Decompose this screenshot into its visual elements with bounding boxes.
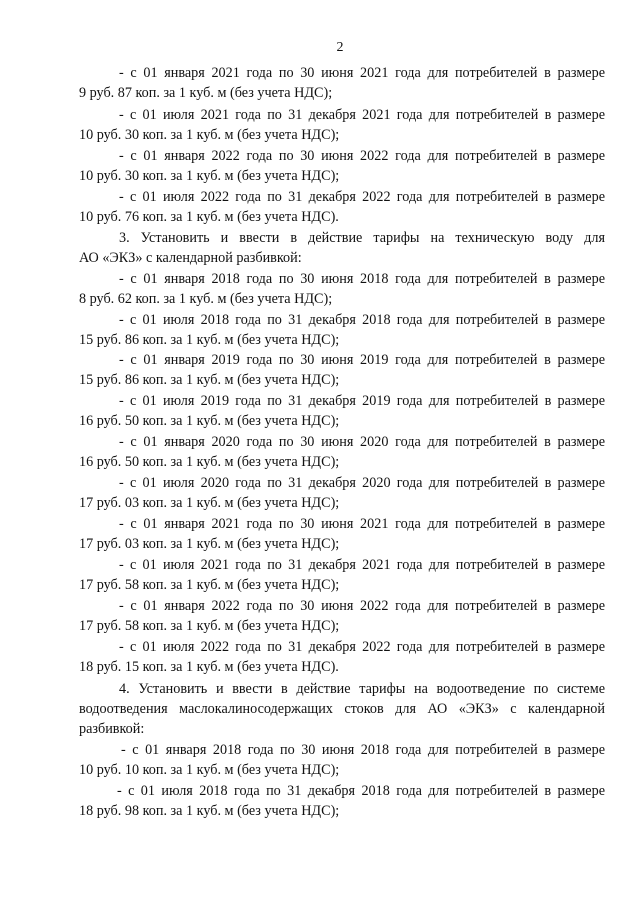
- para-line: 9 руб. 87 коп. за 1 куб. м (без учета НДС);: [79, 85, 333, 101]
- para-line: - с 01 июля 2021 года по 31 декабря 2021 года для потребителей в размере: [119, 557, 605, 573]
- section-3-heading-para: [79, 228, 605, 268]
- para-line: - с 01 января 2022 года по 30 июня 2022 года для потребителей в размере: [119, 148, 605, 164]
- para-line: 15 руб. 86 коп. за 1 куб. м (без учета НДС);: [79, 372, 340, 388]
- page-number: 2: [336, 40, 344, 55]
- para-line: 17 руб. 03 коп. за 1 куб. м (без учета НДС);: [79, 536, 340, 552]
- para-line: 16 руб. 50 коп. за 1 куб. м (без учета НДС);: [79, 413, 340, 429]
- tariff-item-para: [79, 310, 605, 350]
- para-line: - с 01 июля 2018 года по 31 декабря 2018 года для потребителей в размере: [117, 783, 605, 799]
- section-4-heading-para: [79, 679, 605, 739]
- para-line: - с 01 июля 2020 года по 31 декабря 2020 года для потребителей в размере: [119, 475, 605, 491]
- tariff-item-para: [79, 269, 605, 309]
- tariff-item-para: [79, 187, 605, 227]
- para-line: - с 01 июля 2022 года по 31 декабря 2022 года для потребителей в размере: [119, 639, 605, 655]
- tariff-item-para: [79, 391, 605, 431]
- tariff-item-para: [79, 555, 605, 595]
- tariff-item-para: [79, 637, 605, 677]
- para-line: 15 руб. 86 коп. за 1 куб. м (без учета НДС);: [79, 332, 340, 348]
- para-line: 18 руб. 98 коп. за 1 куб. м (без учета НДС);: [79, 803, 340, 819]
- para-line: 10 руб. 10 коп. за 1 куб. м (без учета НДС);: [79, 762, 340, 778]
- para-line: - с 01 января 2021 года по 30 июня 2021 года для потребителей в размере: [119, 65, 605, 81]
- tariff-item-para: [79, 473, 605, 513]
- para-line: 10 руб. 76 коп. за 1 куб. м (без учета НДС).: [79, 209, 339, 225]
- tariff-item-para: [79, 781, 605, 821]
- para-line: - с 01 июля 2019 года по 31 декабря 2019 года для потребителей в размере: [119, 393, 605, 409]
- tariff-item-para: [79, 596, 605, 636]
- tariff-item-para: [79, 740, 605, 780]
- tariff-item-para: [79, 514, 605, 554]
- tariff-item-para: [79, 146, 605, 186]
- tariff-item-para: [79, 105, 605, 145]
- para-line: - с 01 июля 2021 года по 31 декабря 2021 года для потребителей в размере: [119, 107, 605, 123]
- para-line: - с 01 января 2018 года по 30 июня 2018 года для потребителей в размере: [121, 742, 605, 758]
- para-line: 8 руб. 62 коп. за 1 куб. м (без учета НДС);: [79, 291, 333, 307]
- para-line: 10 руб. 30 коп. за 1 куб. м (без учета НДС);: [79, 127, 340, 143]
- para-line: АО «ЭКЗ» с календарной разбивкой:: [79, 250, 302, 266]
- para-line: 17 руб. 58 коп. за 1 куб. м (без учета НДС);: [79, 618, 340, 634]
- para-line: 16 руб. 50 коп. за 1 куб. м (без учета НДС);: [79, 454, 340, 470]
- tariff-item-para: [79, 350, 605, 390]
- para-line: водоотведения маслокалиносодержащих стоков для АО «ЭКЗ» с календарной: [79, 701, 605, 717]
- tariff-item-para: [79, 63, 605, 103]
- para-line: - с 01 января 2020 года по 30 июня 2020 года для потребителей в размере: [119, 434, 605, 450]
- para-line: 4. Установить и ввести в действие тарифы на водоотведение по системе: [119, 681, 605, 697]
- para-line: 10 руб. 30 коп. за 1 куб. м (без учета НДС);: [79, 168, 340, 184]
- para-line: 3. Установить и ввести в действие тарифы на техническую воду для: [119, 230, 605, 246]
- para-line: - с 01 июля 2022 года по 31 декабря 2022 года для потребителей в размере: [119, 189, 605, 205]
- para-line: - с 01 января 2018 года по 30 июня 2018 года для потребителей в размере: [119, 271, 605, 287]
- para-line: разбивкой:: [79, 721, 145, 737]
- para-line: - с 01 января 2021 года по 30 июня 2021 года для потребителей в размере: [119, 516, 605, 532]
- para-line: 18 руб. 15 коп. за 1 куб. м (без учета НДС).: [79, 659, 339, 675]
- tariff-item-para: [79, 432, 605, 472]
- para-line: - с 01 января 2019 года по 30 июня 2019 года для потребителей в размере: [119, 352, 605, 368]
- para-line: 17 руб. 03 коп. за 1 куб. м (без учета НДС);: [79, 495, 340, 511]
- para-line: - с 01 января 2022 года по 30 июня 2022 года для потребителей в размере: [119, 598, 605, 614]
- para-line: 17 руб. 58 коп. за 1 куб. м (без учета НДС);: [79, 577, 340, 593]
- para-line: - с 01 июля 2018 года по 31 декабря 2018 года для потребителей в размере: [119, 312, 605, 328]
